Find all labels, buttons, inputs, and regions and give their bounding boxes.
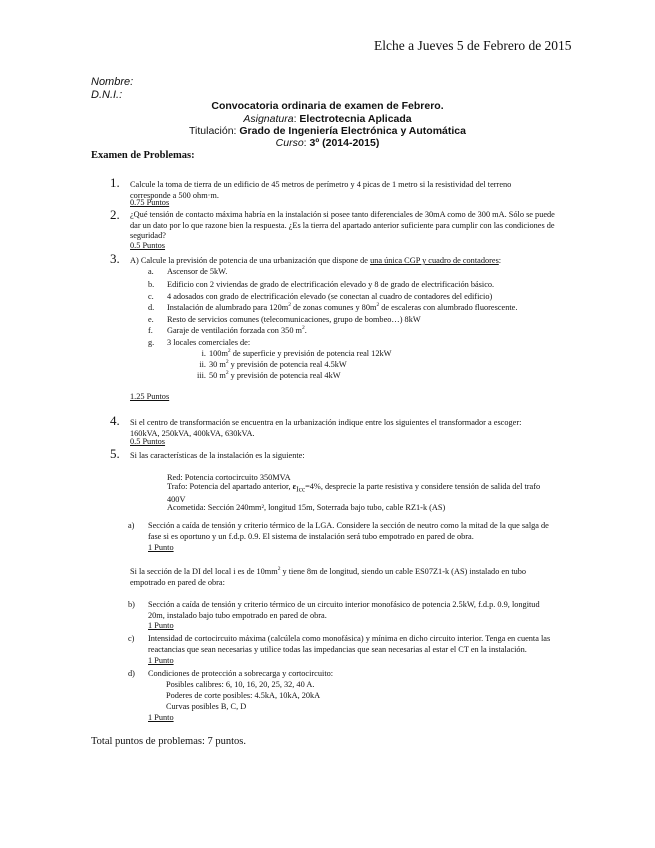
problem-2-number: 2. (110, 207, 120, 222)
problem-3-item-a-label: a. (148, 267, 154, 276)
problem-3-item-c-text: 4 adosados con grado de electrificación elevado (se conectan al cuadro de contadores del edificio) (167, 292, 493, 301)
problem-3-item-b-label: b. (148, 280, 155, 289)
date-line: Elche a Jueves 5 de Febrero de 2015 (374, 38, 572, 53)
superscript-2: 2 (376, 302, 380, 309)
problem-5d-label: d) (128, 669, 135, 678)
item-d-part-c: de escaleras con alumbrado fluorescente. (379, 303, 518, 312)
item-d-part-b: de zonas comunes y 80m (290, 303, 377, 312)
titulacion-value: Grado de Ingeniería Electrónica y Automática (239, 125, 466, 137)
nombre-label: Nombre: (91, 76, 134, 88)
problem-2-points: 0.5 Puntos (130, 241, 166, 250)
subitem-i-part-a: 100m (209, 349, 228, 358)
subitem-ii-part-a: 30 m (209, 360, 226, 369)
problem-2-text: ¿Qué tensión de contacto máxima habría en la instalación si posee tanto diferenciales de 30mA como de 300 mA. Sólo se puede dar un dato por lo que razone bien la respuesta. ¿Es la tierra del apartado anterior suficiente para cumplir con las condiciones de seguridad? (130, 210, 555, 240)
item-d-part-a: Instalación de alumbrado para 120m (167, 303, 289, 312)
problem-3-subitem-i-label: i. (201, 349, 206, 358)
problem-5c-points: 1 Punto (148, 656, 174, 665)
problem-3-item-e-text: Resto de servicios comunes (telecomunicaciones, grupo de bombeo…) 8kW (167, 315, 421, 324)
superscript-2: 2 (277, 566, 281, 573)
problem-5d-curvas: Curvas posibles B, C, D (166, 702, 247, 711)
problem-5b-text: Sección a caída de tensión y criterio térmico de un circuito interior monofásico de potencia 2.5kW, f.d.p. 0.9, longitud 20m, instalado bajo tubo empotrado en pared de obra. (148, 600, 540, 620)
problem-3-item-a-text: Ascensor de 5kW. (167, 267, 228, 276)
problem-3-points: 1.25 Puntos (130, 392, 170, 401)
item-f-part-a: Garaje de ventilación forzada con 350 m (167, 326, 302, 335)
problem-3-item-e-label: e. (148, 315, 154, 324)
asignatura-line: Asignatura: Electrotecnia Aplicada (243, 113, 412, 125)
problem-5-red: Red: Potencia cortocircuito 350MVA (167, 473, 291, 482)
problem-1-text: Calcule la toma de tierra de un edificio de 45 metros de perímetro y 4 picas de 1 metro si la resistividad del terreno corresponde a 500 ohm·m. (130, 180, 512, 200)
total-points: Total puntos de problemas: 7 puntos. (91, 736, 246, 747)
section-heading: Examen de Problemas: (91, 150, 195, 161)
problem-5c-label: c) (128, 634, 135, 643)
problem-5a-label: a) (128, 521, 135, 530)
subitem-iii-part-a: 50 m (209, 371, 226, 380)
problem-5d-points: 1 Punto (148, 713, 174, 722)
problem-5-intro: Si las características de la instalación es la siguiente: (130, 451, 305, 460)
superscript-2: 2 (225, 359, 229, 366)
di-part-a: Si la sección de la DI del local i es de 10mm (130, 567, 278, 576)
titulacion-label: Titulación: (189, 125, 237, 137)
trafo-part-b: =4%, desprecie la parte resistiva y considere tensión de salida del trafo 400V (167, 482, 541, 505)
superscript-2: 2 (227, 348, 231, 355)
problem-5b-points: 1 Punto (148, 621, 174, 630)
problem-5b-label: b) (128, 600, 135, 609)
asignatura-value: Electrotecnia Aplicada (299, 113, 412, 125)
problem-4-text: Si el centro de transformación se encuentra en la urbanización indique entre los siguientes el transformador a escoger: 160kVA, 250kVA, 400kVA, 630kVA. (130, 418, 522, 438)
epsilon-symbol: ε (292, 482, 297, 491)
problem-4-number: 4. (110, 413, 120, 428)
curso-value: 3º (2014-2015) (309, 137, 380, 149)
problem-5c-text: Intensidad de cortocircuito máxima (calcúlela como monofásica) y mínima en dicho circuito interior. Tenga en cuenta las reactancias que sean necesarias y utilice todas las impedancias que sean necesarias al estar el CT en la instalación. (148, 634, 551, 654)
problem-3-item-f-text (167, 326, 307, 337)
problem-4-points: 0.5 Puntos (130, 437, 166, 446)
asignatura-label: Asignatura (243, 113, 294, 125)
problem-3-item-c-label: c. (148, 292, 154, 301)
problem-5a-text: Sección a caída de tensión y criterio térmico de la LGA. Considere la sección de neutro como la mitad de la que salga de fase si es oportuno y un f.d.p. 0.9. El sistema de instalación será tubo empotrado en pared de obra. (148, 521, 549, 541)
problem-5d-text: Condiciones de protección a sobrecarga y cortocircuito: (148, 669, 334, 678)
problem-5-number: 5. (110, 446, 120, 461)
problem-3-intro-text: A) Calcule la previsión de potencia de una urbanización que dispone de (130, 256, 371, 265)
problem-3-subitem-iii-text (209, 371, 341, 382)
epsilon-subscript: Icc (296, 484, 306, 494)
curso-label: Curso (275, 137, 304, 149)
problem-5a-points: 1 Punto (148, 543, 174, 552)
problem-5-di-text (130, 567, 540, 588)
problem-1-points: 0.75 Puntos (130, 198, 170, 207)
trafo-part-a: Trafo: Potencia del apartado anterior, (167, 482, 293, 491)
problem-3-subitem-iii-label: iii. (197, 371, 206, 380)
problem-3-intro-underlined: una única CGP y cuadro de contadores (370, 256, 499, 265)
superscript-2: 2 (225, 370, 229, 377)
subitem-ii-part-b: y previsión de potencia real 4.5kW (228, 360, 347, 369)
subitem-i-part-b: de superficie y previsión de potencia real 12kW (230, 349, 392, 358)
problem-5-acometida: Acometida: Sección 240mm², longitud 15m, Soterrada bajo tubo, cable RZ1-k (AS) (167, 503, 446, 512)
exam-title: Convocatoria ordinaria de examen de Febrero. (211, 100, 444, 112)
curso-line: Curso: 3º (2014-2015) (275, 137, 380, 149)
problem-3-intro-end: : (498, 256, 502, 265)
problem-3-item-d-label: d. (148, 303, 155, 312)
problem-1-number: 1. (110, 175, 120, 190)
superscript-2: 2 (288, 302, 291, 309)
problem-3-item-b-text: Edificio con 2 viviendas de grado de electrificación elevado y 8 de grado de electrificación básico. (167, 280, 495, 289)
problem-3-item-f-label: f. (148, 326, 153, 335)
problem-3-subitem-i-text (209, 349, 391, 360)
problem-3-subitem-ii-text (209, 360, 347, 371)
problem-3-item-d-text (167, 303, 517, 314)
problem-3-item-g-text: 3 locales comerciales de: (167, 338, 251, 347)
dni-label: D.N.I.: (91, 89, 123, 101)
subitem-iii-part-b: y previsión de potencia real 4kW (228, 371, 341, 380)
item-f-part-b: . (304, 326, 307, 335)
di-part-b: y tiene 8m de longitud, siendo un cable ES07Z1-k (AS) instalado en tubo empotrado en pared de obra: (130, 567, 527, 587)
problem-3-number: 3. (110, 251, 120, 266)
problem-3-item-g-label: g. (148, 338, 155, 347)
problem-5d-calibres: Posibles calibres: 6, 10, 16, 20, 25, 32, 40 A. (166, 680, 315, 689)
problem-3-subitem-ii-label: ii. (199, 360, 206, 369)
problem-3-intro (130, 256, 501, 267)
problem-5d-poderes: Poderes de corte posibles: 4.5kA, 10kA, 20kA (166, 691, 321, 700)
superscript-2: 2 (302, 325, 305, 332)
